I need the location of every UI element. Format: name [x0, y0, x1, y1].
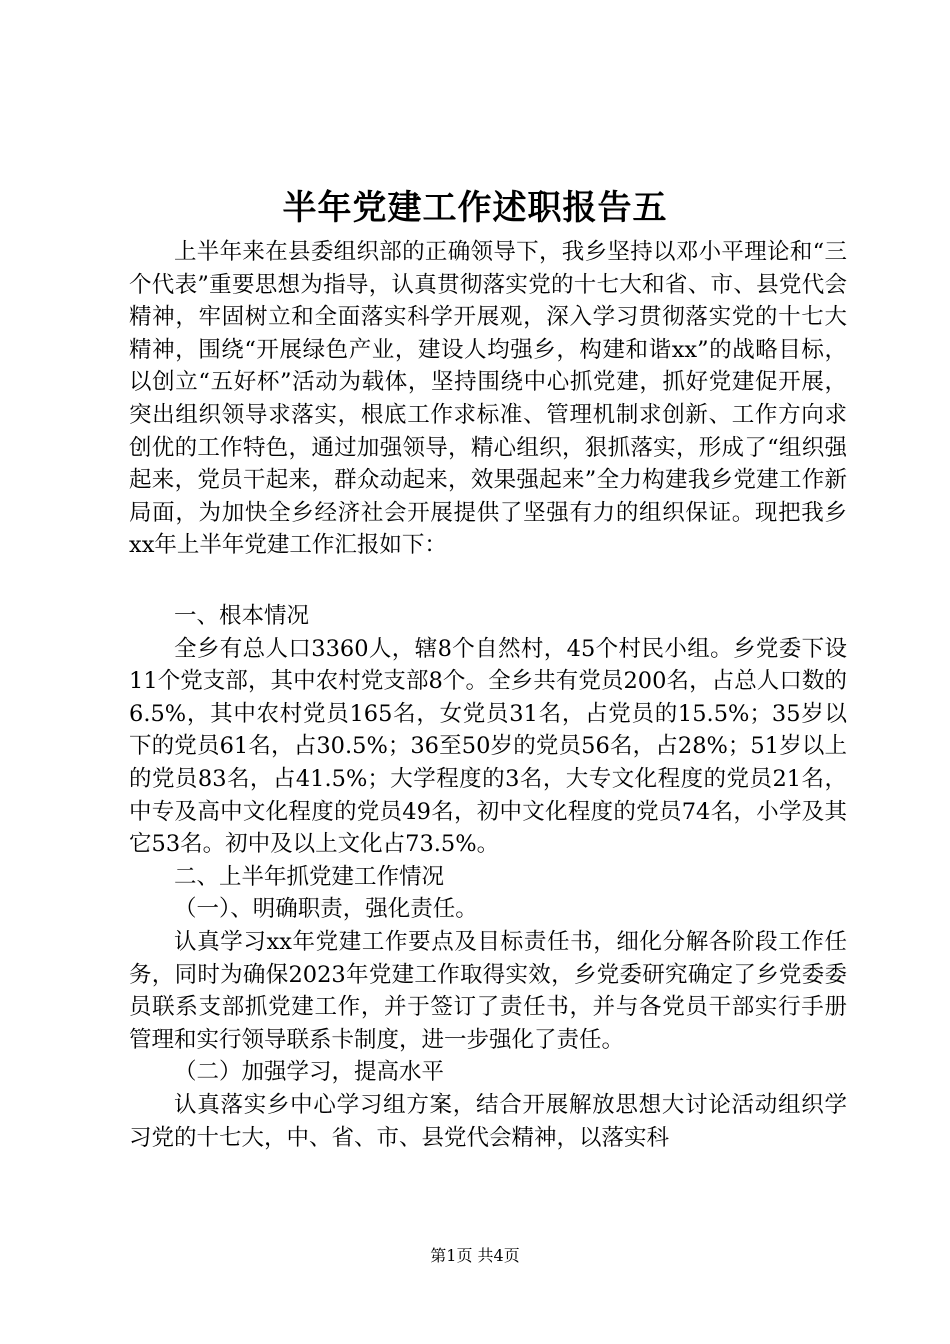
page-number-footer: 第1页 共4页 — [430, 1246, 520, 1265]
subsection2-heading: （二）加强学习，提高水平 — [174, 1059, 445, 1086]
document-title: 半年党建工作述职报告五 — [282, 188, 668, 228]
section2-heading: 二、上半年抓党建工作情况 — [174, 863, 445, 890]
content-block — [129, 600, 847, 1154]
section1-paragraph: 全乡有总人口3360人，辖8个自然村，45个村民小组。乡党委下设11个党支部，其中农村党支部8个。全乡共有党员200名，占总人口数的6.5%，其中农村党员165名，女党员31名，占党员的15.5%；35岁以下的党员61名，占30.5%；36至50岁的党员56名，占28%；51岁以上的党员83名，占41.5%；大学程度的3名，大专文化程度的党员21名，中专及高中文化程度的党员49名，初中文化程度的党员74名，小学及其它53名。初中及以上文化占73.5%。 — [129, 635, 847, 858]
subsection2-paragraph: 认真落实乡中心学习组方案，结合开展解放思想大讨论活动组织学习党的十七大，中、省、市、县党代会精神，以落实科 — [129, 1091, 847, 1151]
section1-heading: 一、根本情况 — [174, 603, 310, 629]
intro-paragraph: 上半年来在县委组织部的正确领导下，我乡坚持以邓小平理论和“三个代表”重要思想为指导，认真贯彻落实党的十七大和省、市、县党代会精神，牢固树立和全面落实科学开展观，深入学习贯彻落实党的十七大精神，围绕“开展绿色产业，建设人均强乡，构建和谐xx”的战略目标，以创立“五好杯”活动为载体，坚持围绕中心抓党建，抓好党建促开展，突出组织领导求落实，根底工作求标准、管理机制求创新、工作方向求创优的工作特色，通过加强领导，精心组织，狠抓落实，形成了“组织强起来，党员干起来，群众动起来，效果强起来”全力构建我乡党建工作新局面，为加快全乡经济社会开展提供了坚强有力的组织保证。现把我乡xx年上半年党建工作汇报如下： — [129, 239, 847, 559]
intro-block — [129, 236, 847, 562]
subsection1-heading: （一）、明确职责，强化责任。 — [174, 896, 478, 923]
subsection1-paragraph: 认真学习xx年党建工作要点及目标责任书，细化分解各阶段工作任务，同时为确保2023年党建工作取得实效，乡党委研究确定了乡党委委员联系支部抓党建工作，并于签订了责任书，并与各党员干部实行手册管理和实行领导联系卡制度，进一步强化了责任。 — [129, 928, 847, 1053]
